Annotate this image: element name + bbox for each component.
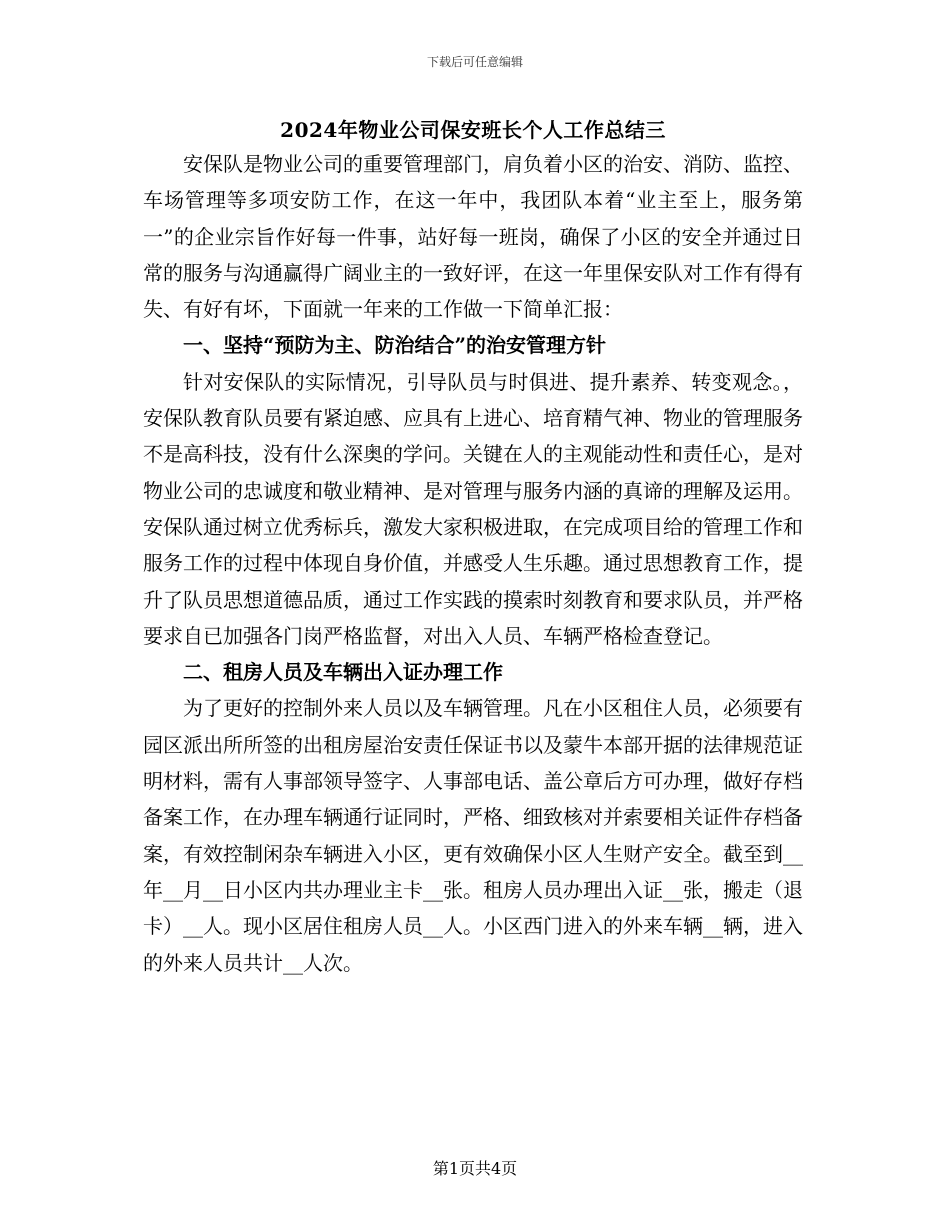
page-number: 第1页共4页 bbox=[432, 1159, 518, 1178]
section-heading-1: 一、坚持“预防为主、防治结合”的治安管理方针 bbox=[183, 333, 607, 358]
document-body bbox=[143, 114, 803, 981]
document-title: 2024年物业公司保安班长个人工作总结三 bbox=[280, 118, 666, 142]
section-body-1: 针对安保队的实际情况，引导队员与时俱进、提升素养、转变观念。，安保队教育队员要有紧迫感、应具有上进心、培育精气神、物业的管理服务不是高科技，没有什么深奥的学问。关键在人的主观能动性和责任心，是对物业公司的忠诚度和敬业精神、是对管理与服务内涵的真谛的理解及运用。安保队通过树立优秀标兵，激发大家积极进取，在完成项目给的管理工作和服务工作的过程中体现自身价值，并感受人生乐趣。通过思想教育工作，提升了队员思想道德品质，通过工作实践的摸索时刻教育和要求队员，并严格要求自已加强各门岗严格监督，对出入人员、车辆严格检查登记。 bbox=[143, 369, 803, 648]
header-note: 下载后可任意编辑 bbox=[426, 55, 523, 69]
intro-paragraph: 安保队是物业公司的重要管理部门，肩负着小区的治安、消防、监控、车场管理等多项安防工作，在这一年中，我团队本着“业主至上，服务第一”的企业宗旨作好每一件事，站好每一班岗，确保了小区的安全并通过日常的服务与沟通赢得广阔业主的一致好评，在这一年里保安队对工作有得有失、有好有坏，下面就一年来的工作做一下简单汇报： bbox=[143, 152, 803, 322]
section-body-2: 为了更好的控制外来人员以及车辆管理。凡在小区租住人员，必须要有园区派出所所签的出租房屋治安责任保证书以及蒙牛本部开据的法律规范证明材料，需有人事部领导签字、人事部电话、盖公章后方可办理，做好存档备案工作，在办理车辆通行证同时，严格、细致核对并索要相关证件存档备案，有效控制闲杂车辆进入小区，更有效确保小区人生财产安全。截至到__年__月__日小区内共办理业主卡__张。租房人员办理出入证__张，搬走（退卡）__人。现小区居住租房人员__人。小区西门进入的外来车辆__辆，进入的外来人员共计__人次。 bbox=[143, 696, 803, 975]
section-heading-2: 二、租房人员及车辆出入证办理工作 bbox=[183, 660, 503, 685]
